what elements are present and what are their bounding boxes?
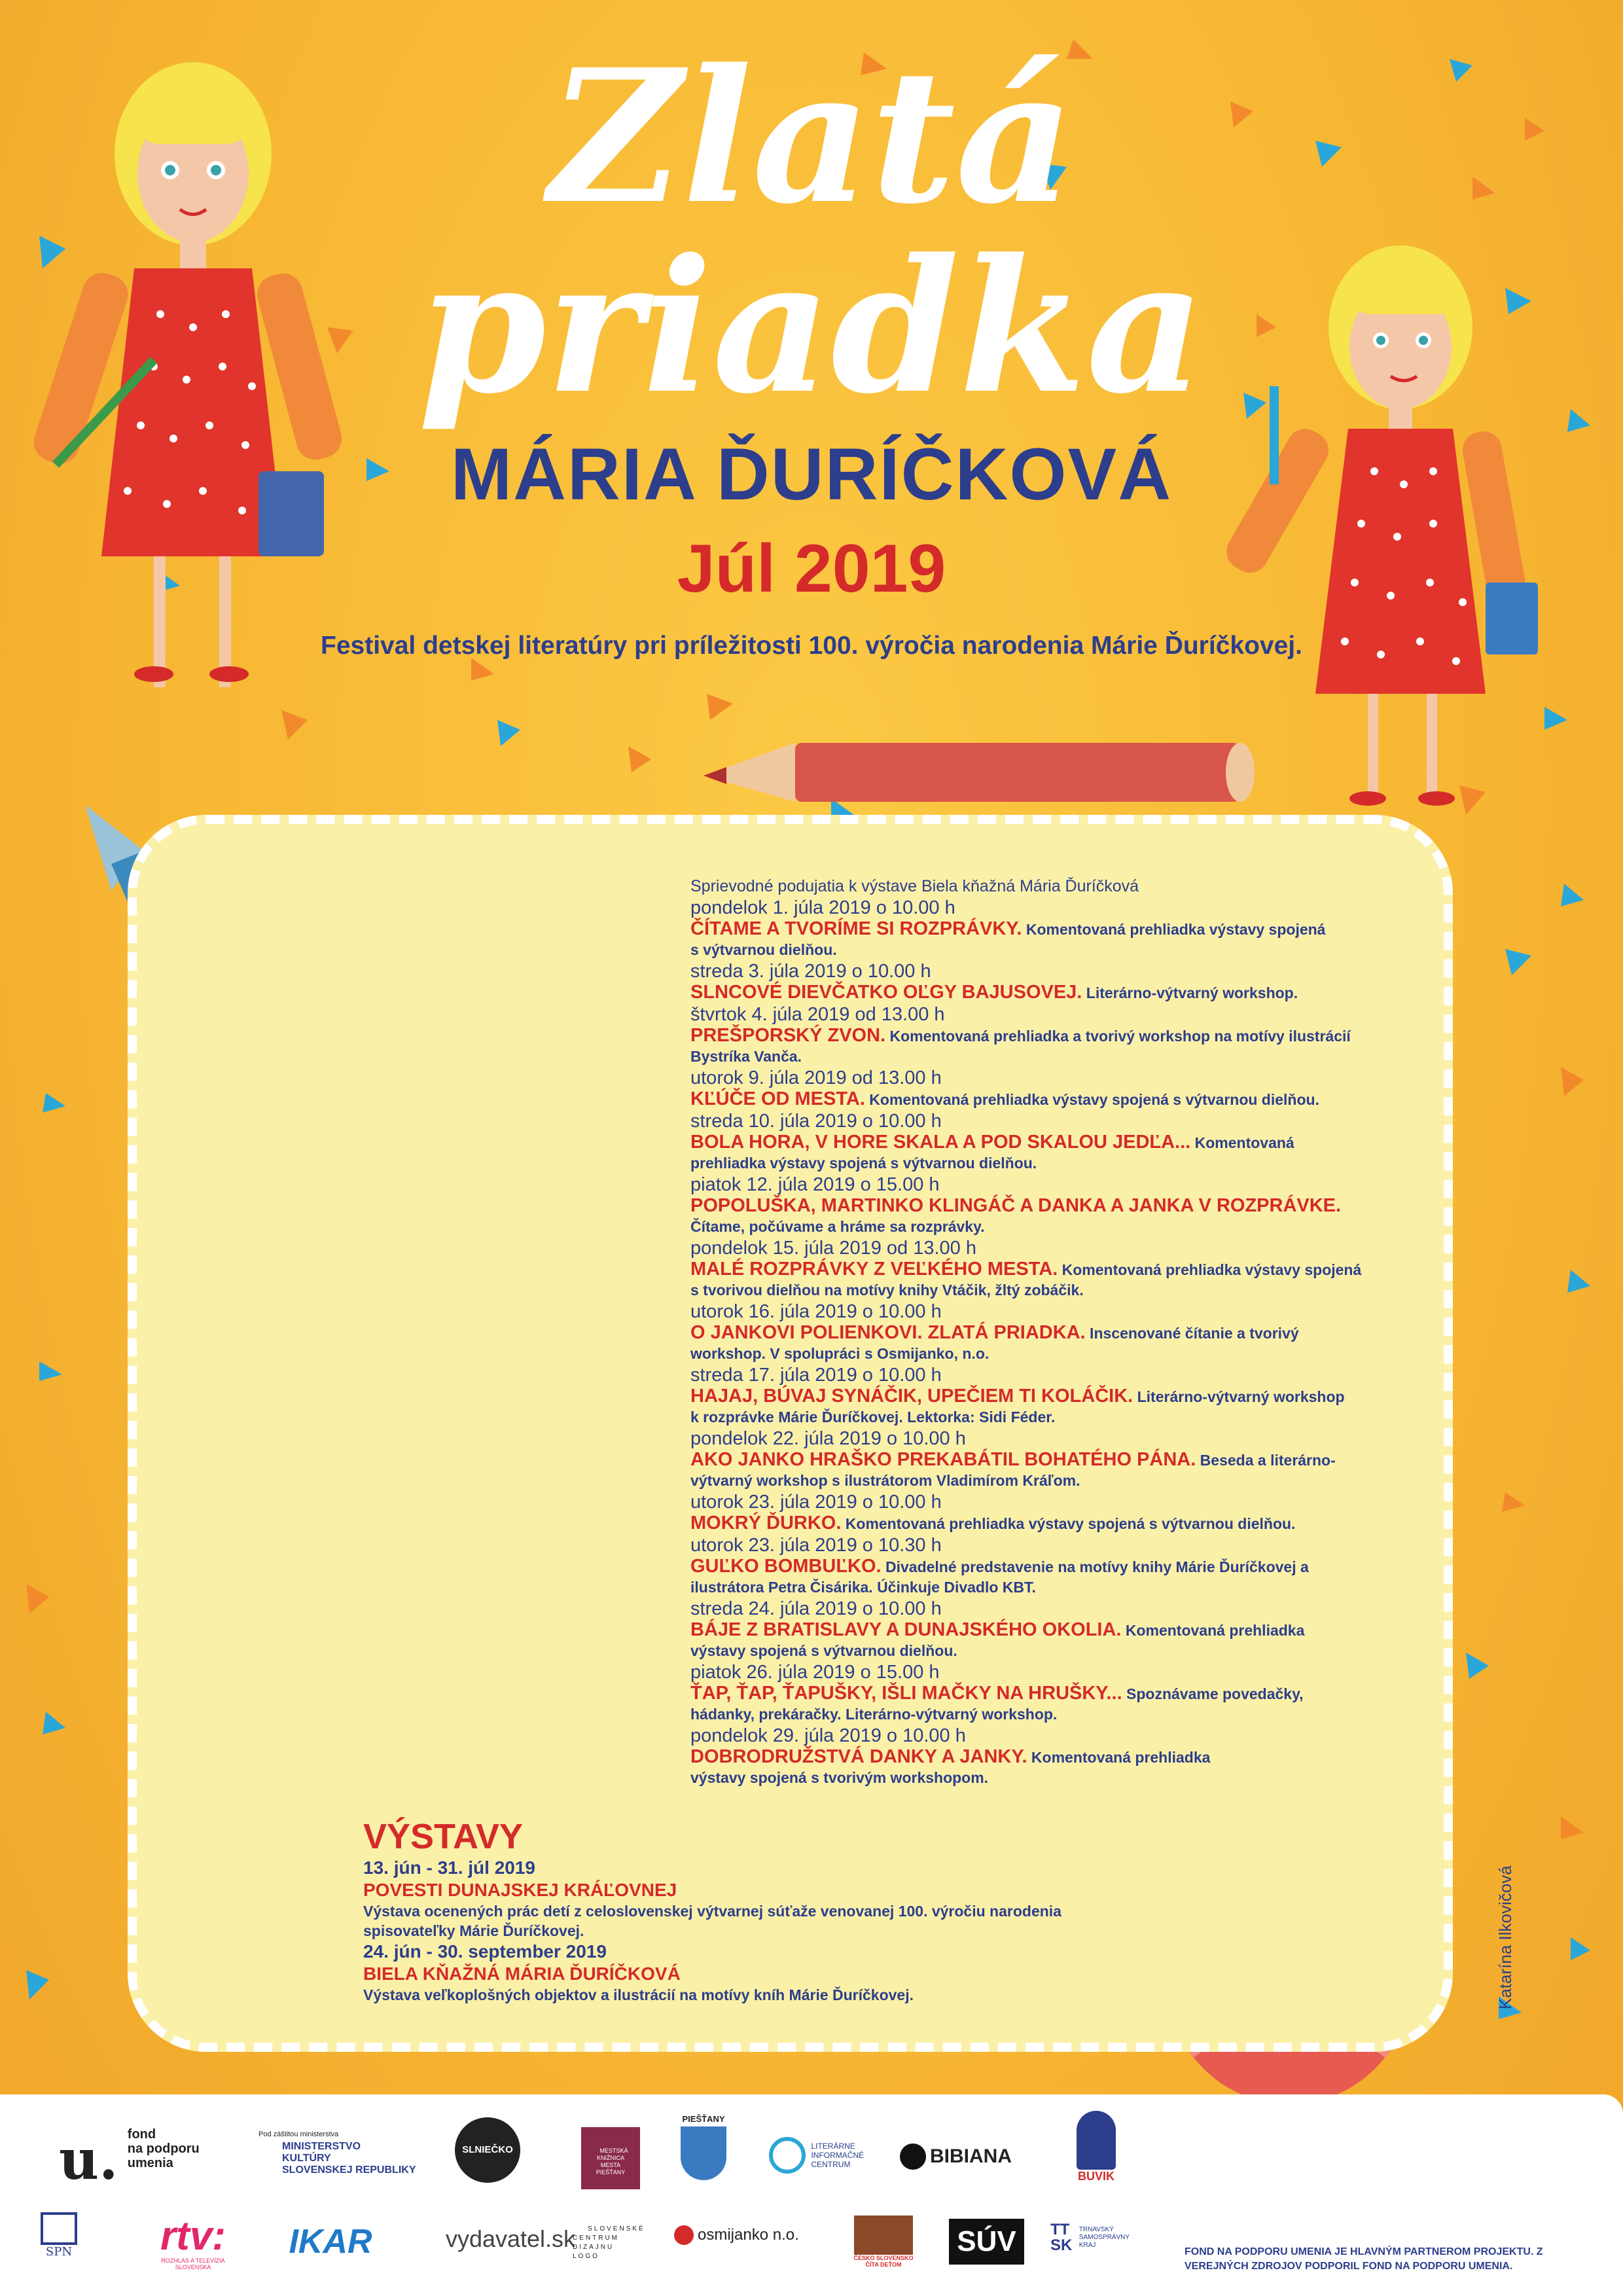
event-date: štvrtok 4. júla 2019 od 13.00 h	[690, 1004, 945, 1025]
event-line	[690, 1620, 1423, 1641]
event-date: pondelok 29. júla 2019 o 10.00 h	[690, 1725, 966, 1746]
event-description-continued: hádanky, prekáračky. Literárno-výtvarný workshop.	[690, 1706, 1058, 1723]
event-description: Literárno-výtvarný workshop	[1133, 1388, 1345, 1405]
suv-text: SÚV	[957, 2225, 1016, 2257]
rtvs-subtitle: ROZHLAS A TELEVÍZIA SLOVENSKA	[161, 2257, 225, 2270]
osmijanko-logo	[674, 2225, 805, 2245]
event-date: pondelok 22. júla 2019 o 10.00 h	[690, 1428, 966, 1449]
event-line	[690, 1196, 1423, 1217]
event-line	[690, 1747, 1423, 1768]
vydavatel-text: vydavatel.sk	[445, 2225, 576, 2252]
event-line	[690, 1556, 1423, 1577]
event-line	[690, 1259, 1423, 1280]
event-date: streda 10. júla 2019 o 10.00 h	[690, 1111, 942, 1132]
event-description-continued: výstavy spojená s výtvarnou dielňou.	[690, 1642, 957, 1659]
piestany-logo	[674, 2114, 733, 2180]
event-description: Divadelné predstavenie na motívy knihy Márie Ďuríčkovej a	[881, 1558, 1309, 1575]
event-description-continued: Čítame, počúvame a hráme sa rozprávky.	[690, 1218, 985, 1235]
slniecko-text: SLNIEČKO	[462, 2144, 513, 2155]
slniecko-logo	[455, 2117, 520, 2183]
osmijanko-icon	[674, 2225, 694, 2245]
event-line	[690, 1089, 1423, 1110]
event-title: HAJAJ, BÚVAJ SYNÁČIK, UPEČIEM TI KOLÁČIK.	[690, 1386, 1133, 1407]
mestska-kniznica-text: MESTSKÁ KNIŽNICA MESTA PIEŠŤANY	[596, 2147, 628, 2176]
exhibition-title: POVESTI DUNAJSKEJ KRÁĽOVNEJ	[363, 1880, 677, 1900]
lic-text: LITERÁRNE INFORMAČNÉ CENTRUM	[811, 2142, 865, 2169]
event-description: Inscenované čítanie a tvorivý	[1085, 1325, 1299, 1342]
title-line-1: Zlatá	[548, 29, 1075, 245]
program-intro: Sprievodné podujatia k výstave Biela kňažná Mária Ďuríčková	[690, 877, 1139, 895]
event-title: PREŠPORSKÝ ZVON.	[690, 1025, 886, 1046]
event-title: ČÍTAME A TVORÍME SI ROZPRÁVKY.	[690, 918, 1022, 939]
events-list	[690, 897, 1423, 1788]
lic-mark-icon	[769, 2137, 806, 2174]
event-description-continued: výstavy spojená s tvorivým workshopom.	[690, 1769, 989, 1786]
ttsk-mark: TT SK	[1050, 2221, 1073, 2254]
event-date: utorok 23. júla 2019 o 10.30 h	[690, 1535, 942, 1556]
event-title: MOKRÝ ĎURKO.	[690, 1513, 842, 1534]
program-list	[690, 876, 1423, 1788]
author-name: MÁRIA ĎURÍČKOVÁ	[450, 433, 1173, 515]
fpu-text: fond na podporu umenia	[127, 2127, 200, 2170]
event-date: utorok 16. júla 2019 o 10.00 h	[690, 1301, 942, 1322]
event-title: BOLA HORA, V HORE SKALA A POD SKALOU JEDĽA...	[690, 1132, 1191, 1153]
ikar-text: IKAR	[289, 2223, 372, 2261]
piestany-text: PIEŠŤANY	[682, 2114, 725, 2124]
event-description-continued: Bystríka Vanča.	[690, 1048, 802, 1065]
buvik-logo	[1067, 2111, 1126, 2183]
event-description: Komentovaná prehliadka výstavy spojená	[1022, 921, 1326, 938]
exhibition-description: Výstava ocenených prác detí z celoslovenskej výtvarnej súťaže venovanej 100. výročiu narodenia	[363, 1903, 1061, 1920]
girl-with-paintbrush-illustration	[62, 52, 324, 707]
event-description: Literárno-výtvarný workshop.	[1082, 984, 1298, 1001]
event-description-continued: výtvarný workshop s ilustrátorom Vladimírom Kráľom.	[690, 1472, 1080, 1489]
event-description: Komentovaná prehliadka a tvorivý workshop na motívy ilustrácií	[885, 1028, 1351, 1045]
event-description: Komentovaná prehliadka výstavy spojená s výtvarnou dielňou.	[865, 1091, 1319, 1108]
event-line	[690, 982, 1423, 1003]
event-date: piatok 12. júla 2019 o 15.00 h	[690, 1174, 940, 1195]
exhibitions-list	[363, 1857, 1214, 2005]
event-description: Beseda a literárno-	[1196, 1452, 1336, 1469]
lic-logo	[769, 2137, 880, 2174]
fpu-mark: u.	[59, 2127, 118, 2192]
exhibition-date: 13. jún - 31. júl 2019	[363, 1857, 536, 1878]
event-title: AKO JANKO HRAŠKO PREKABÁTIL BOHATÉHO PÁNA.	[690, 1449, 1196, 1470]
event-date: pondelok 15. júla 2019 od 13.00 h	[690, 1238, 976, 1259]
exhibition-description: Výstava veľkoplošných objektov a ilustrácií na motívy kníh Márie Ďuríčkovej.	[363, 1986, 914, 2003]
event-line	[690, 1386, 1423, 1407]
event-date: piatok 26. júla 2019 o 15.00 h	[690, 1662, 940, 1683]
sccd-text: SLOVENSKÉ CENTRUM DIZAJNU LOGO	[573, 2225, 645, 2260]
exhibition-date: 24. jún - 30. september 2019	[363, 1941, 607, 1962]
event-title: O JANKOVI POLIENKOVI. ZLATÁ PRIADKA.	[690, 1322, 1086, 1343]
event-description: Komentovaná prehliadka výstavy spojená s výtvarnou dielňou.	[841, 1515, 1296, 1532]
event-date: streda 24. júla 2019 o 10.00 h	[690, 1598, 942, 1619]
event-description: Komentovaná prehliadka	[1121, 1622, 1305, 1639]
event-line	[690, 1683, 1423, 1704]
sccd-logo	[573, 2215, 645, 2270]
bibiana-text: BIBIANA	[930, 2145, 1012, 2167]
event-line	[690, 1323, 1423, 1344]
event-description-continued: workshop. V spolupráci s Osmijanko, n.o.	[690, 1345, 990, 1362]
buvik-text: BUVIK	[1077, 2170, 1115, 2183]
footer-note: FOND NA PODPORU UMENIA JE HLAVNÝM PARTNEROM PROJEKTU. Z VEREJNÝCH ZDROJOV PODPORIL FOND NA PODPORU UMENIA.	[1185, 2246, 1543, 2272]
title-line-2: priadka	[418, 219, 1205, 435]
bibiana-mark-icon	[900, 2144, 926, 2170]
ministry-logo	[259, 2130, 416, 2176]
buvik-character-icon	[1077, 2111, 1116, 2170]
exhibitions-heading: VÝSTAVY	[363, 1817, 524, 1856]
spn-text: SPN	[45, 2245, 73, 2259]
girl-with-book-illustration	[1283, 236, 1518, 825]
event-title: KĽÚČE OD MESTA.	[690, 1088, 865, 1109]
event-title: GUĽKO BOMBUĽKO.	[690, 1556, 882, 1577]
festival-month: Júl 2019	[677, 531, 946, 607]
event-title: ŤAP, ŤAP, ŤAPUŠKY, IŠLI MAČKY NA HRUŠKY...	[690, 1683, 1122, 1704]
event-date: streda 3. júla 2019 o 10.00 h	[690, 961, 931, 982]
ttsk-text: TRNAVSKÝ SAMOSPRÁVNY KRAJ	[1079, 2226, 1130, 2249]
event-title: BÁJE Z BRATISLAVY A DUNAJSKÉHO OKOLIA.	[690, 1619, 1122, 1640]
ttsk-logo	[1050, 2222, 1168, 2253]
exhibition-title: BIELA KŇAŽNÁ MÁRIA ĎURÍČKOVÁ	[363, 1964, 681, 1984]
ministry-caption: Pod záštitou ministerstva	[259, 2130, 339, 2138]
event-description-continued: ilustrátora Petra Čisárika. Účinkuje Divadlo KBT.	[690, 1579, 1036, 1596]
piestany-crest-icon	[681, 2126, 726, 2180]
event-title: POPOLUŠKA, MARTINKO KLINGÁČ A DANKA A JANKA V ROZPRÁVKE.	[690, 1195, 1342, 1216]
event-date: utorok 23. júla 2019 o 10.00 h	[690, 1492, 942, 1513]
event-title: DOBRODRUŽSTVÁ DANKY A JANKY.	[690, 1746, 1027, 1767]
event-description-continued: prehliadka výstavy spojená s výtvarnou dielňou.	[690, 1155, 1037, 1172]
event-description: Spoznávame povedačky,	[1122, 1685, 1304, 1702]
cesko-slovensko-cita-detom-logo	[847, 2215, 919, 2268]
festival-subtitle: Festival detskej literatúry pri príležitosti 100. výročia narodenia Márie Ďuríčkovej.	[321, 632, 1302, 660]
rtvs-text: rtv:	[160, 2214, 226, 2259]
rtvs-logo	[137, 2215, 249, 2270]
ikar-logo	[278, 2222, 383, 2261]
event-date: utorok 9. júla 2019 od 13.00 h	[690, 1067, 942, 1088]
event-title: SLNCOVÉ DIEVČATKO OĽGY BAJUSOVEJ.	[690, 982, 1082, 1003]
event-description-continued: k rozprávke Márie Ďuríčkovej. Lektorka: Sidi Féder.	[690, 1408, 1056, 1426]
event-line	[690, 1132, 1423, 1153]
fpu-logo	[59, 2127, 203, 2192]
event-description: Komentovaná prehliadka	[1027, 1749, 1211, 1766]
spn-logo	[36, 2212, 82, 2259]
event-date: streda 17. júla 2019 o 10.00 h	[690, 1365, 942, 1386]
vydavatel-logo	[429, 2225, 592, 2253]
event-line	[690, 1450, 1423, 1471]
event-date: pondelok 1. júla 2019 o 10.00 h	[690, 897, 955, 918]
event-line	[690, 1513, 1423, 1534]
event-title: MALÉ ROZPRÁVKY Z VEĽKÉHO MESTA.	[690, 1259, 1058, 1280]
event-line	[690, 1026, 1423, 1047]
red-pencil-illustration	[704, 733, 1253, 805]
event-description-continued: s tvorivou dielňou na motívy knihy Vtáčik, žltý zobáčik.	[690, 1282, 1084, 1299]
event-description: Komentovaná	[1190, 1134, 1294, 1151]
event-line	[690, 919, 1423, 940]
osmijanko-text: osmijanko n.o.	[698, 2226, 799, 2244]
event-description-continued: s výtvarnou dielňou.	[690, 941, 837, 958]
exhibitions-section	[363, 1816, 1214, 2005]
illustrator-credit: Katarína Ilkovičová	[1495, 1865, 1515, 2009]
bibiana-logo	[900, 2144, 1031, 2170]
spn-mark-icon	[41, 2212, 77, 2245]
suv-logo	[949, 2219, 1024, 2265]
exhibition-description-continued: spisovateľky Márie Ďuríčkovej.	[363, 1922, 584, 1939]
event-description: Komentovaná prehliadka výstavy spojená	[1058, 1261, 1362, 1278]
csdd-text: ČESKO SLOVENSKO ČÍTA DEŤOM	[853, 2255, 914, 2268]
mestska-kniznica-logo	[581, 2127, 640, 2189]
ministry-text: MINISTERSTVO KULTÚRY SLOVENSKEJ REPUBLIKY	[282, 2141, 416, 2176]
csdd-picture-icon	[854, 2215, 913, 2255]
